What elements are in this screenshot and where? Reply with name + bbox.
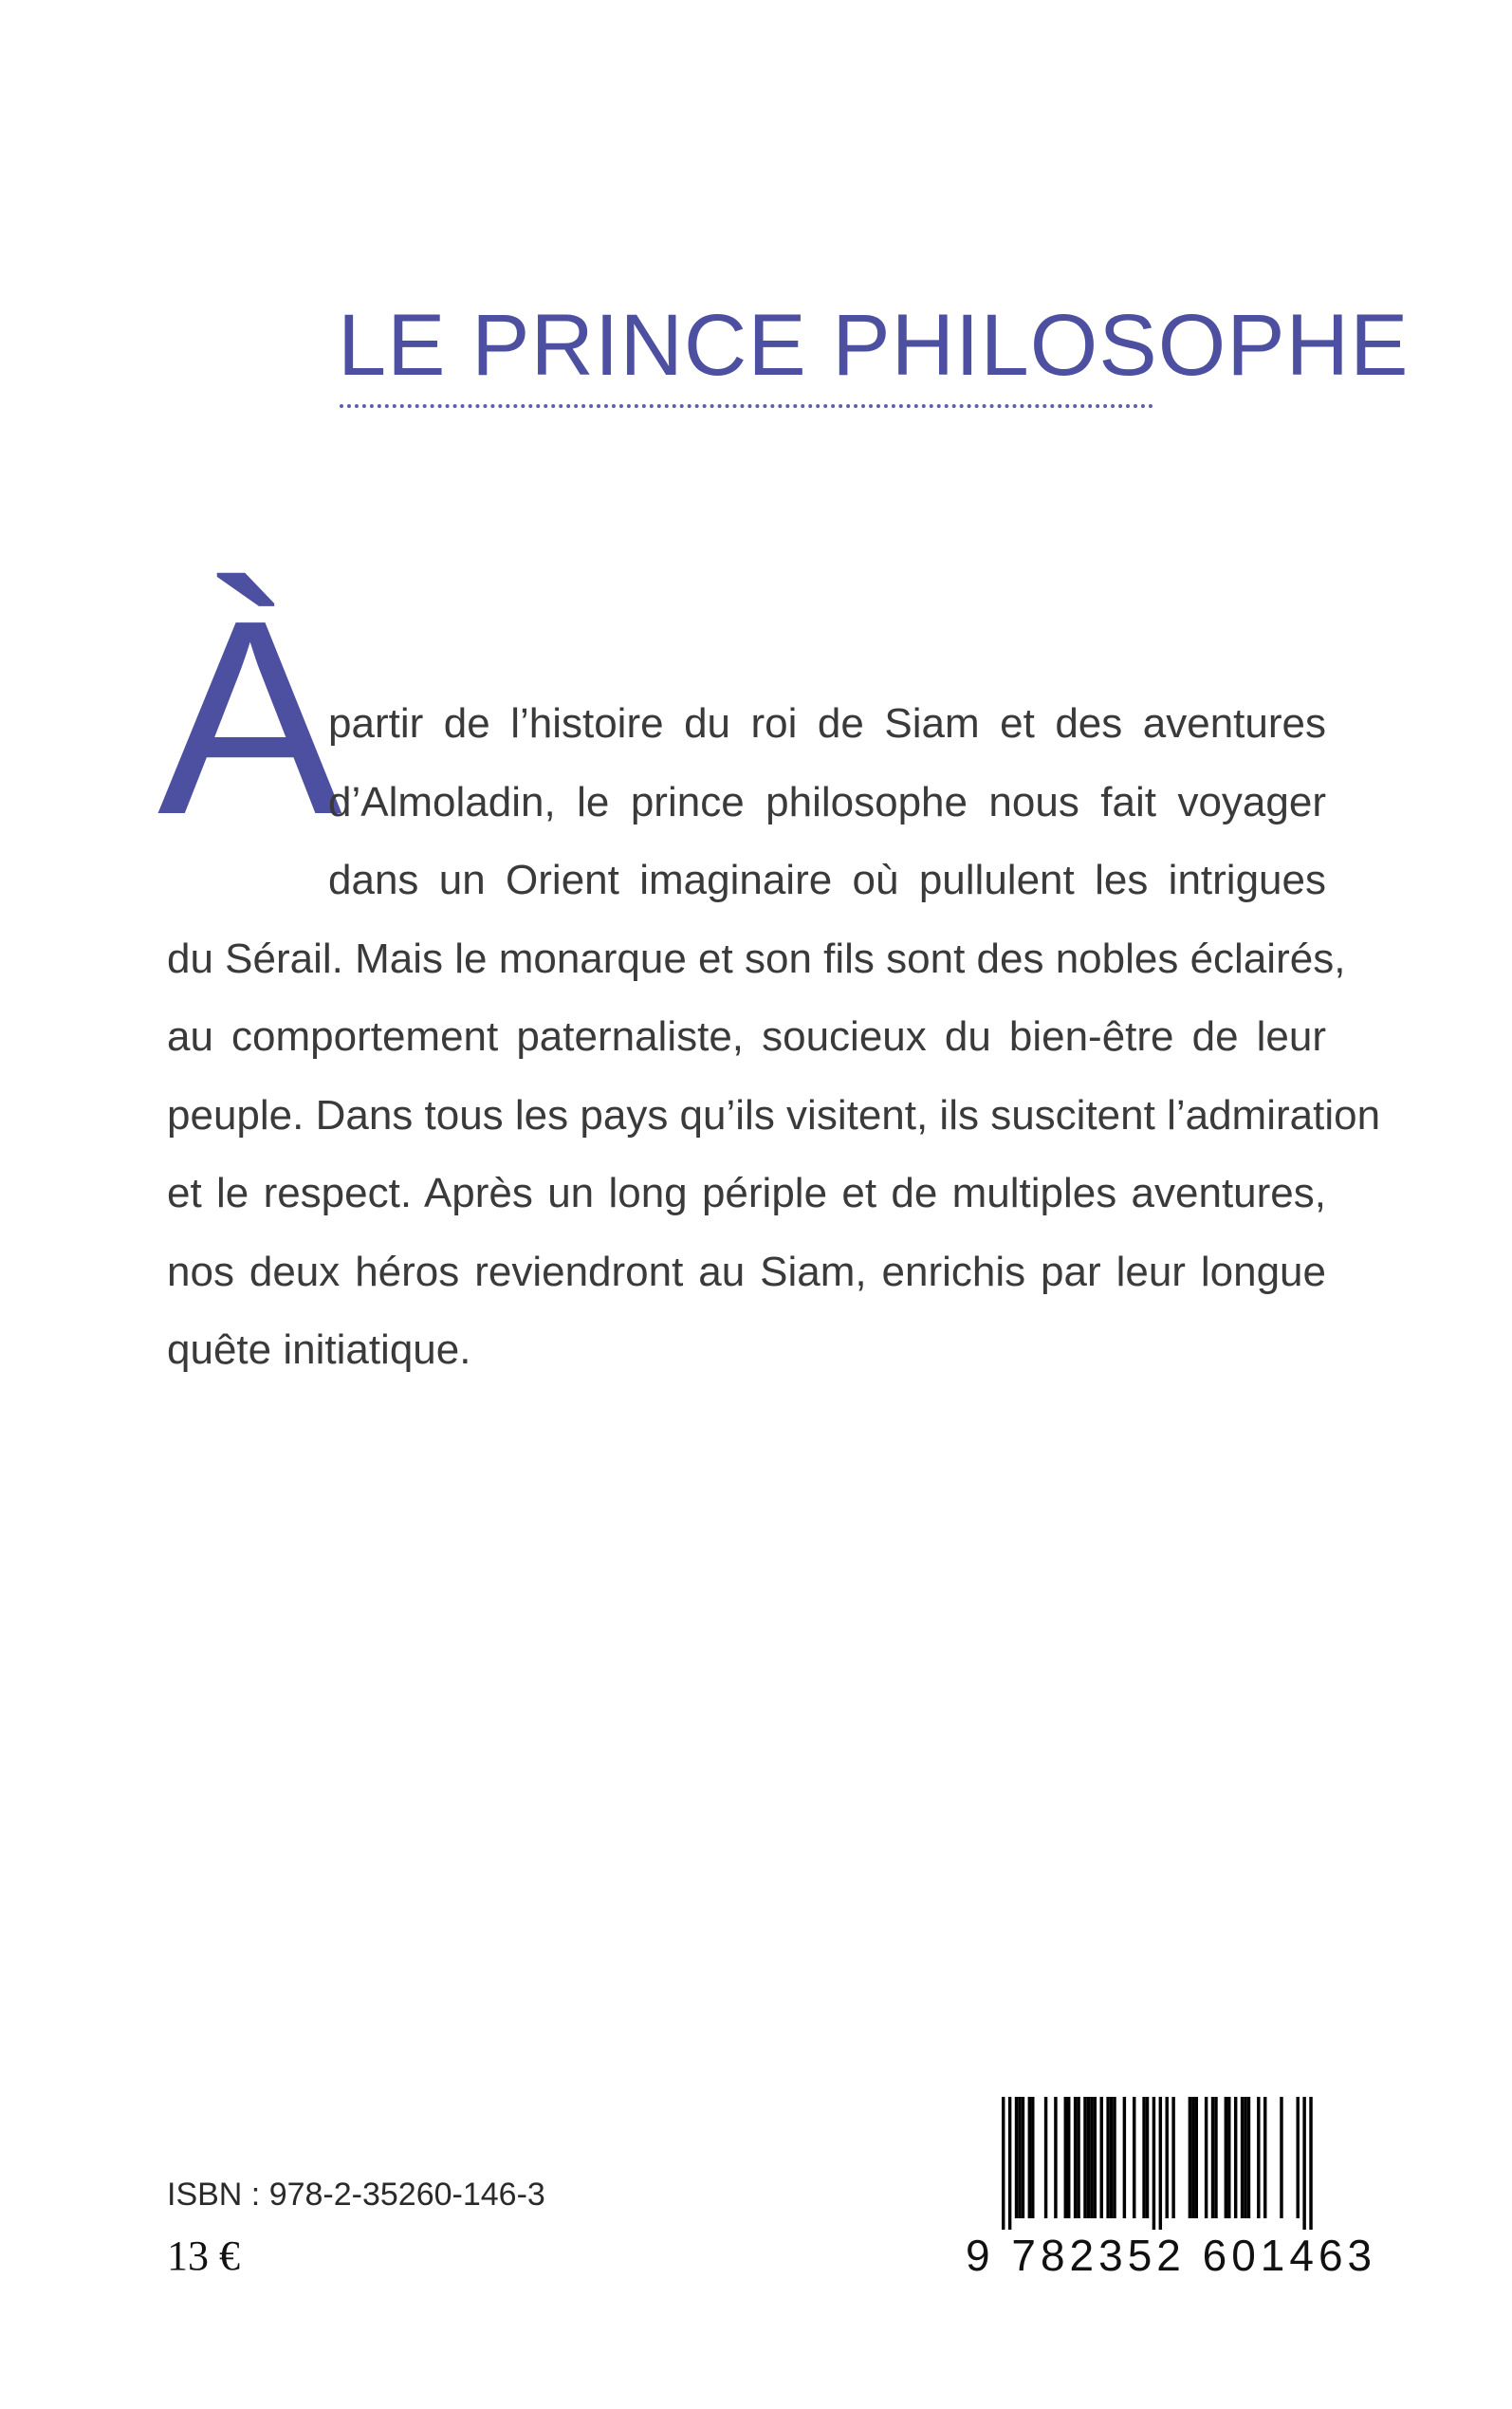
title-dotted-rule bbox=[340, 404, 1153, 408]
barcode-bar bbox=[1002, 2097, 1005, 2230]
barcode-bar bbox=[1205, 2097, 1208, 2218]
barcode-bar bbox=[1263, 2097, 1266, 2218]
barcode-bar bbox=[1244, 2097, 1246, 2218]
barcode-bar bbox=[1094, 2097, 1097, 2218]
isbn-text: ISBN : 978-2-35260-146-3 bbox=[167, 2177, 545, 2213]
blurb-line: partir de l’histoire du roi de Siam et des aventures bbox=[328, 700, 1326, 747]
barcode-bar bbox=[1241, 2097, 1244, 2218]
barcode-bar bbox=[1159, 2097, 1162, 2230]
blurb-line: d’Almoladin, le prince philosophe nous fait voyager bbox=[328, 778, 1326, 825]
barcode-bar bbox=[1257, 2097, 1260, 2218]
barcode-bar bbox=[1214, 2097, 1217, 2218]
barcode-bar bbox=[1133, 2097, 1135, 2218]
barcode-bar bbox=[1171, 2097, 1174, 2218]
book-title: LE PRINCE PHILOSOPHE bbox=[338, 297, 1410, 394]
barcode-bar bbox=[1113, 2097, 1116, 2218]
blurb-line: nos deux héros reviendront au Siam, enrichis par leur longue bbox=[167, 1248, 1326, 1295]
drop-cap: À bbox=[157, 563, 342, 872]
blurb-line: dans un Orient imaginaire où pullulent les intrigues bbox=[328, 857, 1326, 903]
price-text: 13 € bbox=[167, 2233, 240, 2279]
barcode-bar bbox=[1087, 2097, 1090, 2218]
barcode-bar bbox=[1067, 2097, 1070, 2218]
barcode-bar bbox=[1022, 2097, 1024, 2218]
barcode-bar bbox=[1074, 2097, 1077, 2218]
barcode-bar bbox=[1280, 2097, 1282, 2218]
barcode-bar bbox=[1189, 2097, 1191, 2218]
barcode-bar bbox=[1028, 2097, 1031, 2218]
barcode-bar bbox=[1015, 2097, 1018, 2218]
barcode-bar bbox=[1110, 2097, 1113, 2218]
barcode-bar bbox=[1054, 2097, 1057, 2218]
barcode-digits: 9 782352 601463 bbox=[966, 2231, 1377, 2280]
barcode-bar bbox=[1297, 2097, 1300, 2218]
barcode-bar bbox=[1195, 2097, 1198, 2218]
barcode-bar bbox=[1166, 2097, 1169, 2218]
barcode-bar bbox=[1191, 2097, 1194, 2218]
barcode-bar bbox=[1077, 2097, 1079, 2218]
barcode-bar bbox=[1100, 2097, 1103, 2218]
blurb-line: peuple. Dans tous les pays qu’ils visitent, ils suscitent l’admiration bbox=[167, 1091, 1381, 1139]
barcode-bar bbox=[1090, 2097, 1093, 2218]
barcode-bar bbox=[1211, 2097, 1214, 2218]
barcode-bar bbox=[1018, 2097, 1021, 2218]
barcode-bar bbox=[1106, 2097, 1109, 2218]
blurb-line: au comportement paternaliste, soucieux du bien-être de leur bbox=[167, 1013, 1326, 1060]
barcode-bar bbox=[1247, 2097, 1250, 2218]
blurb-paragraph bbox=[167, 685, 1381, 1390]
blurb-line: du Sérail. Mais le monarque et son fils sont des nobles éclairés, bbox=[167, 935, 1346, 982]
barcode-bar bbox=[1234, 2097, 1237, 2218]
barcode-bar bbox=[1302, 2097, 1305, 2230]
blurb-line: quête initiatique. bbox=[167, 1326, 471, 1373]
blurb-line: et le respect. Après un long périple et de multiples aventures, bbox=[167, 1170, 1326, 1216]
barcode-bar bbox=[1044, 2097, 1047, 2218]
barcode-bar bbox=[1225, 2097, 1227, 2218]
barcode-bar bbox=[1227, 2097, 1230, 2218]
barcode-bar bbox=[1309, 2097, 1312, 2230]
barcode-bars bbox=[966, 2097, 1347, 2230]
barcode-bar bbox=[1031, 2097, 1034, 2218]
barcode-bar bbox=[1083, 2097, 1086, 2218]
barcode-bar bbox=[1123, 2097, 1126, 2218]
barcode-bar bbox=[1142, 2097, 1145, 2218]
barcode-bar bbox=[1064, 2097, 1067, 2218]
barcode-bar bbox=[1146, 2097, 1149, 2218]
barcode-bar bbox=[1152, 2097, 1155, 2230]
barcode-bar bbox=[1008, 2097, 1011, 2230]
